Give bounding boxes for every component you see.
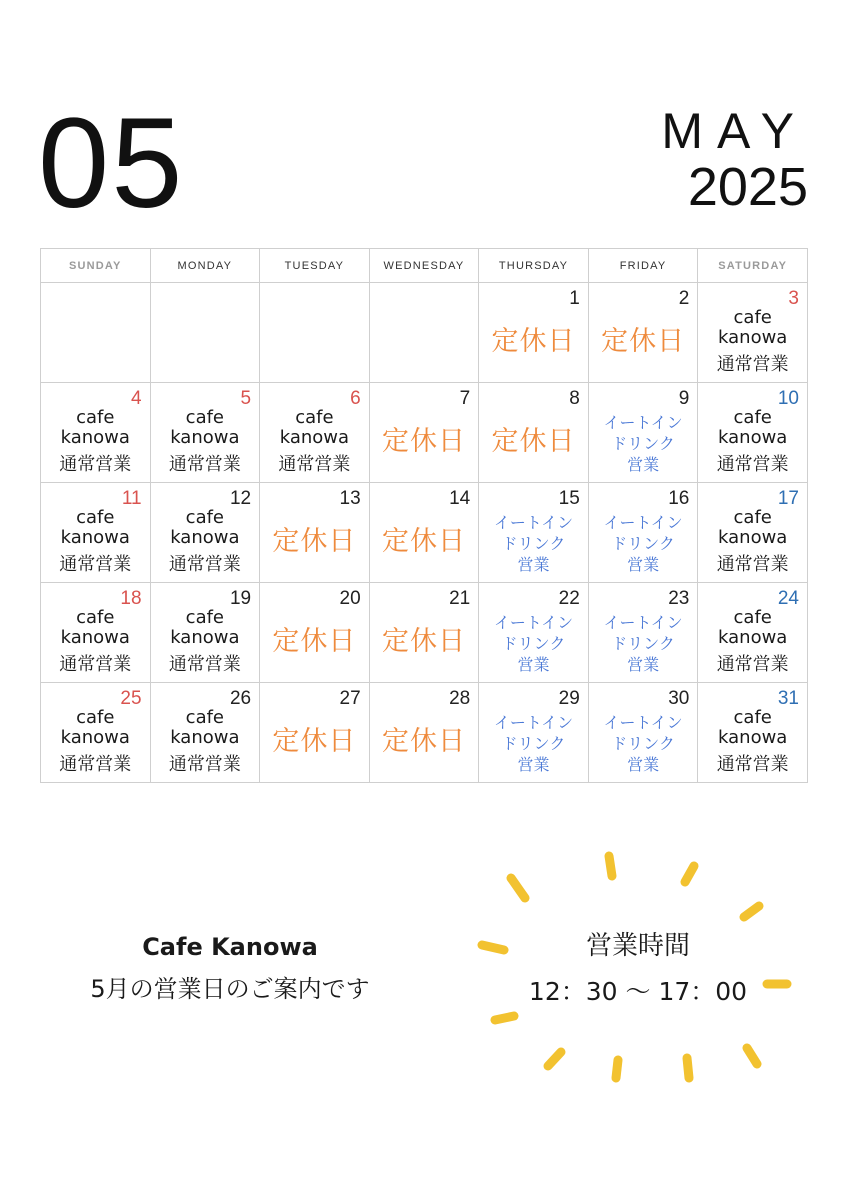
eatin-line: イートイン (603, 713, 683, 732)
status-open-line: cafe (76, 606, 115, 628)
day-number: 6 (350, 388, 361, 409)
status-open-line: kanowa (60, 626, 130, 648)
month-number: 05 (38, 92, 185, 235)
eatin-line: 営業 (627, 555, 660, 574)
day-number: 16 (668, 488, 690, 509)
day-number: 26 (229, 688, 252, 709)
day-number: 17 (777, 488, 799, 509)
closed-label: 定休日 (381, 726, 466, 757)
status-open-line: cafe (733, 506, 772, 528)
day-number: 8 (569, 388, 580, 409)
status-open-line: kanowa (170, 526, 240, 548)
status-open-line: cafe (185, 706, 225, 728)
eatin-line: 営業 (517, 755, 550, 774)
status-open-line: 通常営業 (168, 453, 241, 475)
status-open-line: cafe (733, 306, 772, 328)
status-open-line: kanowa (170, 626, 240, 648)
status-open-line: cafe (733, 706, 772, 728)
weekday-tuesday: TUESDAY (260, 249, 370, 283)
closed-label: 定休日 (491, 326, 576, 357)
status-open-line: cafe (733, 406, 772, 428)
weekday-monday: MONDAY (150, 249, 260, 283)
day-number: 22 (558, 588, 580, 609)
status-open-line: cafe (185, 406, 225, 428)
day-number: 28 (449, 688, 471, 709)
day-number: 25 (120, 688, 142, 709)
status-open-line: 通常営業 (168, 653, 241, 675)
status-open-line: 通常営業 (59, 753, 132, 775)
sun-ray (744, 906, 759, 917)
status-open-line: kanowa (60, 726, 130, 748)
day-number: 2 (678, 288, 690, 309)
eatin-line: 営業 (627, 455, 660, 474)
day-number: 31 (777, 688, 799, 709)
eatin-line: 営業 (627, 655, 660, 674)
eatin-line: ドリンク (501, 734, 566, 753)
status-open-line: cafe (185, 506, 225, 528)
day-number: 18 (120, 588, 142, 609)
status-open-line: 通常営業 (168, 753, 241, 775)
status-open-line: 通常営業 (716, 653, 789, 675)
hours-title: 営業時間 (585, 931, 690, 961)
weekday-saturday: SATURDAY (698, 249, 808, 283)
status-open-line: 通常営業 (59, 553, 132, 575)
eatin-line: ドリンク (501, 534, 566, 553)
status-open-line: kanowa (718, 626, 788, 648)
day-number: 27 (339, 688, 361, 709)
day-number: 21 (449, 588, 471, 609)
sun-ray (511, 878, 525, 898)
status-open-line: 通常営業 (716, 753, 789, 775)
cafe-name: Cafe Kanowa (142, 933, 318, 961)
month-name: MAY (661, 103, 808, 159)
closed-label: 定休日 (272, 726, 357, 757)
day-number: 7 (459, 388, 471, 409)
eatin-line: 営業 (517, 655, 550, 674)
day-number: 20 (339, 588, 361, 609)
weekday-friday: FRIDAY (588, 249, 698, 283)
day-number: 24 (777, 588, 799, 609)
status-open-line: cafe (76, 706, 115, 728)
day-number: 10 (777, 388, 799, 409)
sun-ray (747, 1048, 757, 1064)
status-open-line: 通常営業 (716, 553, 789, 575)
sun-ray (609, 856, 612, 876)
closed-label: 定休日 (381, 626, 466, 657)
closed-label: 定休日 (272, 526, 357, 557)
day-number: 11 (121, 488, 142, 509)
day-number: 30 (668, 688, 690, 709)
closed-label: 定休日 (601, 326, 686, 357)
status-open-line: 通常営業 (716, 353, 789, 375)
status-open-line: 通常営業 (59, 653, 132, 675)
status-open-line: cafe (76, 406, 115, 428)
day-number: 9 (678, 388, 690, 409)
sun-ray (616, 1060, 618, 1078)
sun-ray (685, 866, 694, 882)
status-open-line: kanowa (718, 326, 788, 348)
status-open-line: kanowa (60, 526, 130, 548)
status-open-line: cafe (185, 606, 225, 628)
eatin-line: イートイン (493, 513, 574, 532)
eatin-line: イートイン (493, 613, 574, 632)
day-number: 5 (240, 388, 252, 409)
eatin-line: イートイン (603, 413, 683, 432)
day-number: 14 (449, 488, 471, 509)
eatin-line: 営業 (517, 555, 550, 574)
day-number: 15 (558, 488, 580, 509)
closed-label: 定休日 (381, 526, 466, 557)
closed-label: 定休日 (272, 626, 357, 657)
year: 2025 (687, 157, 808, 217)
eatin-line: イートイン (603, 613, 683, 632)
eatin-line: ドリンク (501, 634, 566, 653)
status-open-line: kanowa (60, 426, 130, 448)
status-open-line: cafe (295, 406, 334, 428)
status-open-line: kanowa (279, 426, 350, 448)
status-open-line: 通常営業 (168, 553, 241, 575)
status-open-line: 通常営業 (278, 453, 351, 475)
status-open-line: cafe (733, 606, 772, 628)
hours-value: 12：30 〜 17：00 (528, 977, 748, 1006)
day-number: 13 (339, 488, 361, 509)
eatin-line: ドリンク (611, 434, 675, 453)
eatin-line: イートイン (493, 713, 574, 732)
sun-ray (548, 1052, 561, 1066)
day-number: 29 (558, 688, 580, 709)
eatin-line: ドリンク (611, 534, 675, 553)
status-open-line: cafe (76, 506, 115, 528)
cafe-subtitle: 5月の営業日のご案内です (90, 975, 370, 1003)
weekday-sunday: SUNDAY (41, 249, 151, 283)
day-number: 23 (668, 588, 690, 609)
status-open-line: 通常営業 (59, 453, 132, 475)
status-open-line: kanowa (718, 426, 788, 448)
sun-ray (495, 1016, 514, 1020)
day-number: 4 (130, 388, 142, 409)
eatin-line: ドリンク (611, 734, 675, 753)
day-number: 19 (229, 588, 252, 609)
day-number: 1 (569, 288, 580, 309)
day-number: 3 (788, 288, 799, 309)
status-open-line: kanowa (170, 726, 240, 748)
status-open-line: kanowa (170, 426, 240, 448)
status-open-line: kanowa (718, 726, 788, 748)
status-open-line: kanowa (718, 526, 788, 548)
eatin-line: ドリンク (611, 634, 675, 653)
day-number: 12 (229, 488, 252, 509)
status-open-line: 通常営業 (716, 453, 789, 475)
sun-ray (687, 1058, 689, 1078)
eatin-line: 営業 (627, 755, 660, 774)
business-hours (488, 928, 788, 1012)
eatin-line: イートイン (603, 513, 683, 532)
closed-label: 定休日 (381, 426, 466, 457)
weekday-thursday: THURSDAY (479, 249, 589, 283)
closed-label: 定休日 (491, 426, 576, 457)
weekday-wednesday: WEDNESDAY (369, 249, 479, 283)
